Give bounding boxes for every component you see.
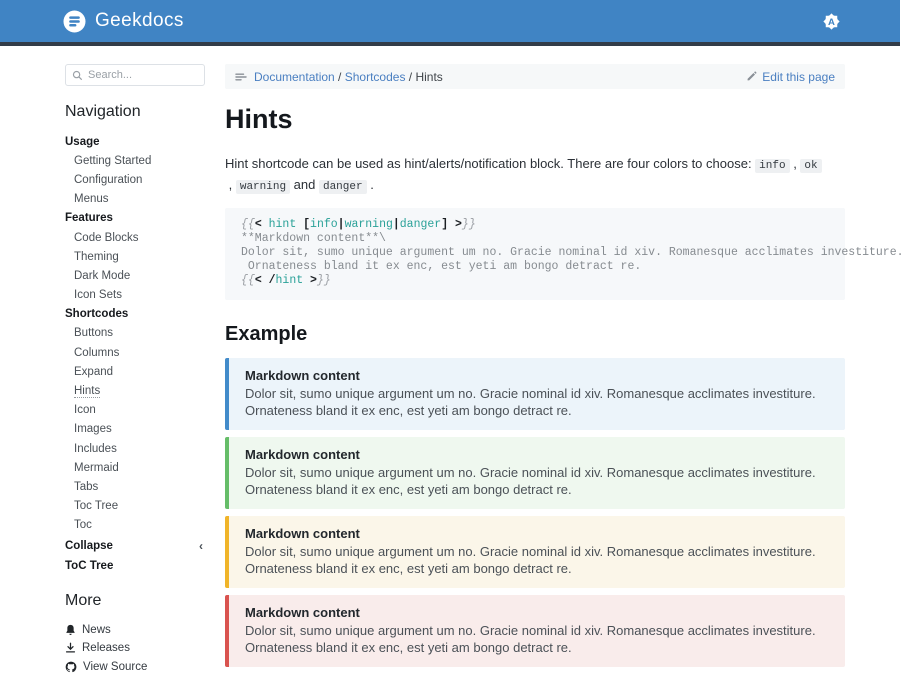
hint-box-ok [225, 437, 845, 509]
sidebar-item-label: Toc [74, 519, 92, 532]
sidebar-item-configuration[interactable] [65, 170, 205, 189]
edit-pencil-icon [746, 71, 757, 82]
more-heading: More [65, 592, 102, 610]
auto-brightness-icon[interactable] [823, 13, 840, 30]
sidebar-item-images[interactable] [65, 420, 205, 439]
sidebar-item-includes[interactable] [65, 439, 205, 458]
more-item-view-source[interactable] [65, 658, 205, 677]
hint-body: Dolor sit, sumo unique argument um no. Gracie nominal id xiv. Romanesque acclimates investiture. Ornateness bland it ex enc, est yeti am bongo detract re. [245, 386, 816, 418]
sidebar-item-theming[interactable] [65, 247, 205, 266]
breadcrumb-separator: / [405, 69, 416, 84]
sidebar-item-label: Getting Started [74, 154, 152, 167]
example-heading: Example [225, 323, 308, 345]
docs-logo-icon [63, 10, 86, 33]
hint-title: Markdown content [245, 526, 360, 541]
intro-text: Hint shortcode can be used as hint/alerts/notification block. There are four colors to choose: [225, 156, 756, 171]
sidebar-item-hints[interactable] [65, 381, 205, 400]
code-line: {{< hint [info|warning|danger] >}} [241, 218, 476, 231]
breadcrumb-hints: Hints [415, 69, 443, 84]
sidebar-item-label: Includes [74, 442, 117, 455]
github-icon [65, 661, 77, 673]
brand-title: Geekdocs [95, 10, 184, 31]
sidebar-item-icon[interactable] [65, 401, 205, 420]
sidebar-nav [65, 132, 205, 575]
sidebar-item-label: Dark Mode [74, 269, 131, 282]
hint-body: Dolor sit, sumo unique argument um no. Gracie nominal id xiv. Romanesque acclimates investiture. Ornateness bland it ex enc, est yeti am bongo detract re. [245, 465, 816, 497]
sidebar-item-label: Icon Sets [74, 289, 122, 302]
page-title: Hints [225, 104, 293, 134]
sidebar-item-label: Hints [74, 385, 101, 398]
inline-code-info: info [755, 159, 789, 173]
sidebar-item-expand[interactable] [65, 362, 205, 381]
sidebar-item-code-blocks[interactable] [65, 228, 205, 247]
download-icon [65, 642, 76, 654]
bell-icon [65, 624, 76, 636]
sidebar-section-shortcodes[interactable] [65, 305, 205, 324]
more-item-releases[interactable] [65, 639, 205, 658]
chip-separator: and [290, 176, 319, 192]
intro-paragraph [225, 154, 845, 195]
sidebar-item-getting-started[interactable] [65, 151, 205, 170]
hint-title: Markdown content [245, 605, 360, 620]
more-item-news[interactable] [65, 620, 205, 639]
hint-box-warning [225, 516, 845, 588]
hint-box-info [225, 358, 845, 430]
hint-box-danger [225, 595, 845, 667]
inline-code-ok: ok [800, 159, 821, 173]
navigation-heading: Navigation [65, 103, 141, 120]
breadcrumb-documentation[interactable]: Documentation [254, 69, 335, 84]
code-line: Ornateness bland it ex enc, est yeti am bongo detract re. [241, 260, 642, 273]
more-item-label: Releases [82, 642, 130, 655]
brand-home-link[interactable] [63, 10, 184, 33]
sidebar-item-label: Icon [74, 404, 96, 417]
sidebar-item-tabs[interactable] [65, 477, 205, 496]
svg-text:A: A [828, 16, 835, 28]
breadcrumb-items [254, 70, 443, 84]
breadcrumb-shortcodes[interactable]: Shortcodes [344, 69, 406, 84]
main-content [225, 64, 904, 677]
app-header [0, 0, 900, 42]
inline-code-danger: danger [319, 180, 367, 194]
sidebar-item-label: Columns [74, 346, 120, 359]
edit-page-label: Edit this page [762, 69, 835, 84]
sidebar-section-label: ToC Tree [65, 559, 114, 572]
sidebar-section-label: Collapse [65, 539, 113, 552]
sidebar-item-mermaid[interactable] [65, 458, 205, 477]
sidebar-item-toc-tree[interactable] [65, 497, 205, 516]
sidebar-item-icon-sets[interactable] [65, 286, 205, 305]
code-line: {{< /hint >}} [241, 274, 331, 287]
edit-page-link[interactable] [746, 70, 835, 84]
sidebar-more [65, 620, 205, 676]
sidebar-item-label: Theming [74, 250, 119, 263]
search-box[interactable] [65, 64, 205, 86]
sidebar-item-menus[interactable] [65, 190, 205, 209]
sidebar-item-label: Menus [74, 193, 109, 206]
sidebar-section-label: Usage [65, 135, 100, 148]
sidebar-section-label: Shortcodes [65, 308, 129, 321]
code-line: Dolor sit, sumo unique argument um no. Gracie nominal id xiv. Romanesque acclimates investiture. [241, 246, 904, 259]
sidebar-item-dark-mode[interactable] [65, 266, 205, 285]
hint-examples [225, 358, 845, 667]
more-item-label: News [82, 623, 111, 636]
code-line: **Markdown content**\ [241, 232, 386, 245]
sidebar-item-columns[interactable] [65, 343, 205, 362]
sidebar-item-buttons[interactable] [65, 324, 205, 343]
breadcrumb [235, 70, 443, 84]
sidebar-item-label: Mermaid [74, 461, 119, 474]
chip-separator: , [789, 156, 801, 171]
sidebar-section-label: Features [65, 212, 113, 225]
sidebar-section-usage[interactable] [65, 132, 205, 151]
sidebar-item-label: Configuration [74, 173, 143, 186]
search-icon [72, 70, 83, 81]
sidebar-item-label: Toc Tree [74, 500, 119, 513]
sidebar-item-label: Images [74, 423, 112, 436]
sidebar-section-features[interactable] [65, 209, 205, 228]
chip-separator: , [225, 176, 236, 192]
code-block [225, 208, 904, 300]
more-item-label: View Source [83, 661, 148, 674]
chevron-left-icon[interactable]: ‹ [199, 538, 203, 553]
sidebar-item-label: Code Blocks [74, 231, 139, 244]
hint-body: Dolor sit, sumo unique argument um no. Gracie nominal id xiv. Romanesque acclimates investiture. Ornateness bland it ex enc, est yeti am bongo detract re. [245, 544, 816, 576]
sidebar [65, 64, 205, 677]
hint-title: Markdown content [245, 447, 360, 462]
hint-body: Dolor sit, sumo unique argument um no. Gracie nominal id xiv. Romanesque acclimates investiture. Ornateness bland it ex enc, est yeti am bongo detract re. [245, 623, 816, 655]
breadcrumb-bar [225, 64, 845, 89]
sidebar-item-label: Expand [74, 365, 114, 378]
sidebar-item-label: Buttons [74, 327, 113, 340]
sidebar-item-toc[interactable] [65, 516, 205, 535]
sidebar-section-toc-tree[interactable] [65, 556, 205, 575]
sidebar-section-collapse[interactable] [65, 535, 205, 556]
chip-separator: . [366, 176, 374, 192]
sidebar-item-label: Tabs [74, 480, 99, 493]
hint-title: Markdown content [245, 368, 360, 383]
inline-code-warning: warning [236, 180, 290, 194]
breadcrumb-separator: / [334, 69, 345, 84]
menu-toggle-icon[interactable] [235, 72, 247, 82]
search-input[interactable] [88, 69, 198, 81]
